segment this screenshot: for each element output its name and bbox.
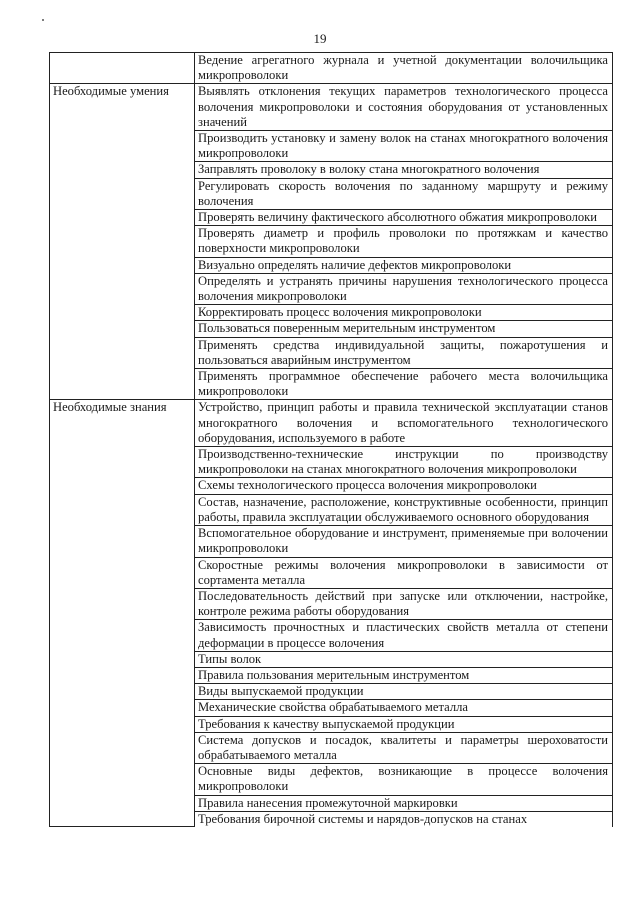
- requirement-cell: Производить установку и замену волок на станах многократного волочения микропроволоки: [195, 131, 613, 162]
- requirements-table-body: [50, 53, 613, 827]
- requirement-cell: Проверять диаметр и профиль проволоки по протяжкам и качество поверхности микропроволоки: [195, 226, 613, 257]
- requirement-cell: Применять программное обеспечение рабочего места волочильщика микропроволоки: [195, 369, 613, 400]
- requirement-cell: Визуально определять наличие дефектов микропроволоки: [195, 257, 613, 273]
- requirements-table: [49, 52, 613, 827]
- requirement-cell: Виды выпускаемой продукции: [195, 684, 613, 700]
- table-row: [50, 400, 613, 447]
- requirement-cell: Определять и устранять причины нарушения технологического процесса волочения микропроволоки: [195, 273, 613, 304]
- requirement-cell: Зависимость прочностных и пластических свойств металла от степени деформации в процессе волочения: [195, 620, 613, 651]
- requirement-cell: Требования к качеству выпускаемой продукции: [195, 716, 613, 732]
- requirement-cell: Проверять величину фактического абсолютного обжатия микропроволоки: [195, 210, 613, 226]
- requirement-cell: Требования бирочной системы и нарядов-допусков на станах: [195, 811, 613, 827]
- requirement-cell: Основные виды дефектов, возникающие в процессе волочения микропроволоки: [195, 764, 613, 795]
- requirement-cell: Ведение агрегатного журнала и учетной документации волочильщика микропроволоки: [195, 53, 613, 84]
- section-label: Необходимые знания: [50, 400, 195, 827]
- requirement-cell: Состав, назначение, расположение, конструктивные особенности, принцип работы, правила эксплуатации обслуживаемого основного оборудования: [195, 494, 613, 525]
- requirement-cell: Механические свойства обрабатываемого металла: [195, 700, 613, 716]
- requirement-cell: Производственно-технические инструкции по производству микропроволоки на станах многократного волочения микропроволоки: [195, 447, 613, 478]
- requirement-cell: Схемы технологического процесса волочения микропроволоки: [195, 478, 613, 494]
- requirement-cell: Вспомогательное оборудование и инструмент, применяемые при волочении микропроволоки: [195, 526, 613, 557]
- requirement-cell: Скоростные режимы волочения микропроволоки в зависимости от сортамента металла: [195, 557, 613, 588]
- requirement-cell: Типы волок: [195, 651, 613, 667]
- scan-speck: [42, 19, 44, 21]
- table-row: [50, 53, 613, 84]
- requirement-cell: Правила пользования мерительным инструментом: [195, 667, 613, 683]
- page-number: 19: [313, 31, 327, 46]
- requirement-cell: Пользоваться поверенным мерительным инструментом: [195, 321, 613, 337]
- requirement-cell: Корректировать процесс волочения микропроволоки: [195, 305, 613, 321]
- requirement-cell: Система допусков и посадок, квалитеты и параметры шероховатости обрабатываемого металла: [195, 732, 613, 763]
- requirement-cell: Регулировать скорость волочения по заданному маршруту и режиму волочения: [195, 178, 613, 209]
- section-label: Необходимые умения: [50, 84, 195, 400]
- section-label: [50, 53, 195, 84]
- requirement-cell: Применять средства индивидуальной защиты, пожаротушения и пользоваться аварийным инструментом: [195, 337, 613, 368]
- requirement-cell: Выявлять отклонения текущих параметров технологического процесса волочения микропроволоки и состояния оборудования от установленных значений: [195, 84, 613, 131]
- requirement-cell: Последовательность действий при запуске или отключении, настройке, контроле режима работы оборудования: [195, 588, 613, 619]
- requirement-cell: Правила нанесения промежуточной маркировки: [195, 795, 613, 811]
- requirement-cell: Заправлять проволоку в волоку стана многократного волочения: [195, 162, 613, 178]
- requirement-cell: Устройство, принцип работы и правила технической эксплуатации станов многократного волочения и вспомогательного технологического оборудования, используемого в работе: [195, 400, 613, 447]
- table-row: [50, 84, 613, 131]
